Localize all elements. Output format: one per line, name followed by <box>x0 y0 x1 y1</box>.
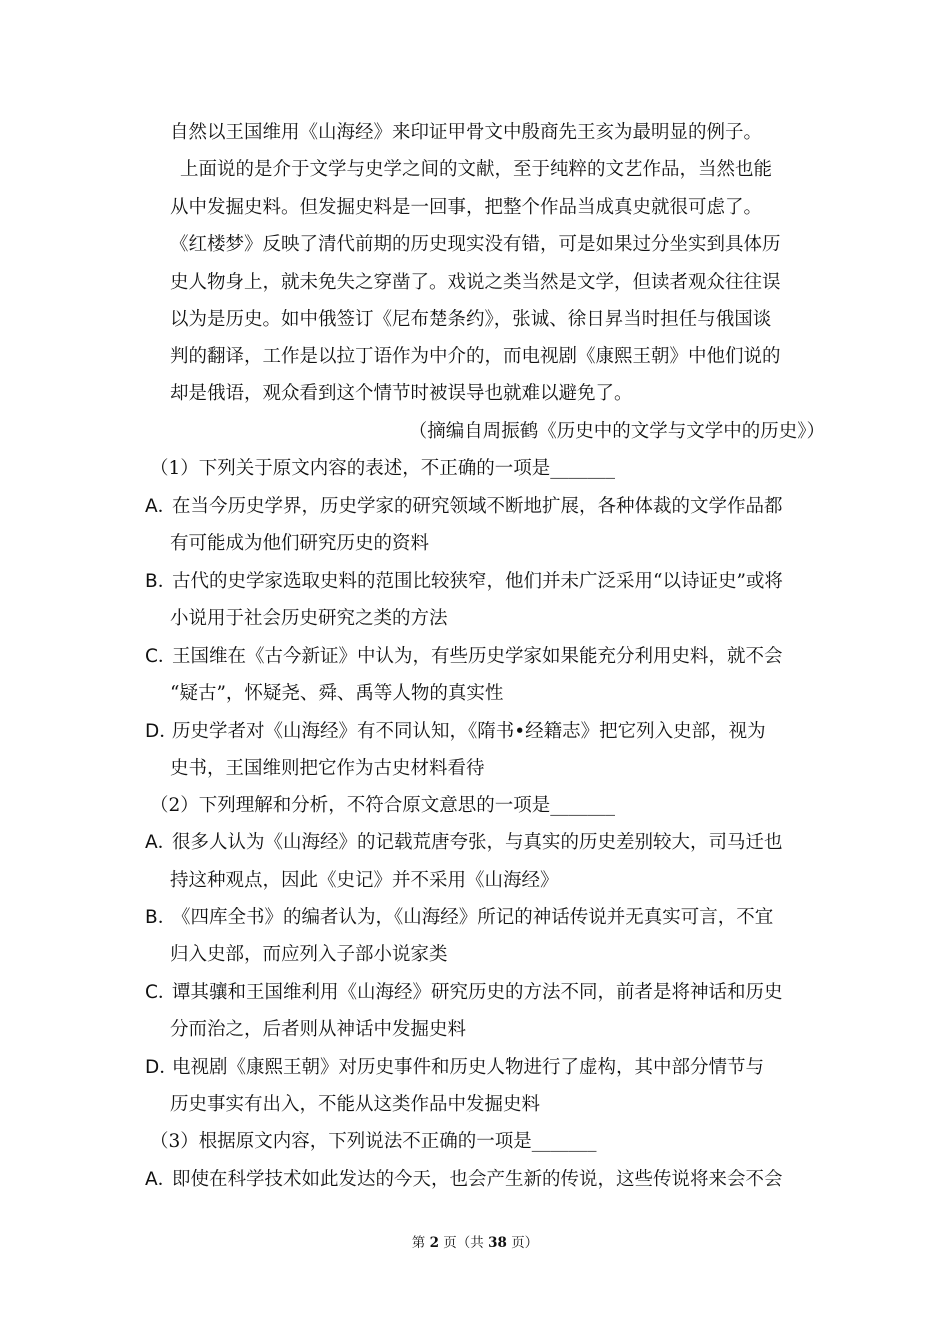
option-text-continued: 持这种观点，因此《史记》并不采用《山海经》 <box>170 870 559 891</box>
current-page-number: 2 <box>429 1235 439 1251</box>
q2-option-d <box>145 1056 764 1080</box>
option-letter: A． <box>145 1169 177 1190</box>
option-text-continued: “疑古”，怀疑尧、舜、禹等人物的真实性 <box>170 683 504 704</box>
passage-line: 史人物身上，就未免失之穿凿了。戏说之类当然是文学，但读者观众往往误 <box>170 272 781 293</box>
footer-mid: 页（共 <box>443 1235 484 1251</box>
option-text-continued: 归入史部，而应列入子部小说家类 <box>170 944 448 965</box>
passage-line: 从中发掘史料。但发掘史料是一回事，把整个作品当成真史就很可虑了。 <box>170 197 763 218</box>
option-text: 电视剧《康熙王朝》对历史事件和历史人物进行了虚构，其中部分情节与 <box>172 1057 765 1078</box>
passage-line: 以为是历史。如中俄签订《尼布楚条约》，张诚、徐日昇当时担任与俄国谈 <box>170 309 772 330</box>
question-3-stem: （3）根据原文内容，下列说法不正确的一项是_______ <box>150 1131 597 1152</box>
q1-option-c <box>145 645 783 669</box>
option-text: 在当今历史学界，历史学家的研究领域不断地扩展，各种体裁的文学作品都 <box>172 496 783 517</box>
q3-option-a <box>145 1168 783 1192</box>
option-text: 古代的史学家选取史料的范围比较狭窄，他们并未广泛采用“以诗证史”或将 <box>172 571 783 592</box>
q2-option-b <box>145 906 773 930</box>
option-letter: A． <box>145 496 177 517</box>
footer-prefix: 第 <box>411 1235 426 1251</box>
option-text-continued: 有可能成为他们研究历史的资料 <box>170 533 430 554</box>
option-text-continued: 分而治之，后者则从神话中发掘史料 <box>170 1019 467 1040</box>
passage-line: 却是俄语，观众看到这个情节时被误导也就难以避免了。 <box>170 383 633 404</box>
page-footer <box>0 1234 950 1252</box>
q2-option-a <box>145 831 783 855</box>
total-pages-number: 38 <box>488 1235 507 1251</box>
passage-line: 自然以王国维用《山海经》来印证甲骨文中殷商先王亥为最明显的例子。 <box>170 122 763 143</box>
option-letter: D． <box>145 1057 178 1078</box>
option-letter: B． <box>145 907 177 928</box>
option-text: 即使在科学技术如此发达的今天，也会产生新的传说，这些传说将来会不会 <box>172 1169 783 1190</box>
option-letter: B． <box>145 571 177 592</box>
q1-option-d <box>145 720 766 744</box>
option-text: 历史学者对《山海经》有不同认知，《隋书•经籍志》把它列入史部，视为 <box>172 721 766 742</box>
option-text-continued: 小说用于社会历史研究之类的方法 <box>170 608 448 629</box>
option-letter: A． <box>145 832 177 853</box>
option-letter: C． <box>145 982 177 1003</box>
passage-source: （摘编自周振鹤《历史中的文学与文学中的历史》） <box>408 421 825 442</box>
option-text-continued: 史书，王国维则把它作为古史材料看待 <box>170 758 485 779</box>
option-text: 谭其骧和王国维利用《山海经》研究历史的方法不同，前者是将神话和历史 <box>172 982 783 1003</box>
option-text: 王国维在《古今新证》中认为，有些历史学家如果能充分利用史料，就不会 <box>172 646 783 667</box>
passage-line: 判的翻译，工作是以拉丁语作为中介的，而电视剧《康熙王朝》中他们说的 <box>170 346 781 367</box>
option-text-continued: 历史事实有出入，不能从这类作品中发掘史料 <box>170 1094 541 1115</box>
q1-option-a <box>145 495 783 519</box>
question-1-stem: （1）下列关于原文内容的表述，不正确的一项是_______ <box>150 458 616 479</box>
q1-option-b <box>145 570 783 594</box>
footer-suffix: 页） <box>511 1235 539 1251</box>
option-letter: C． <box>145 646 177 667</box>
option-text: 很多人认为《山海经》的记载荒唐夸张，与真实的历史差别较大，司马迁也 <box>172 832 783 853</box>
question-2-stem: （2）下列理解和分析，不符合原文意思的一项是_______ <box>150 795 616 816</box>
option-letter: D． <box>145 721 178 742</box>
q2-option-c <box>145 981 783 1005</box>
option-text: 《四库全书》的编者认为，《山海经》所记的神话传说并无真实可言，不宜 <box>172 907 774 928</box>
passage-line: 《红楼梦》反映了清代前期的历史现实没有错，可是如果过分坐实到具体历 <box>170 234 781 255</box>
passage-line: 上面说的是介于文学与史学之间的文献，至于纯粹的文艺作品，当然也能 <box>180 159 773 180</box>
